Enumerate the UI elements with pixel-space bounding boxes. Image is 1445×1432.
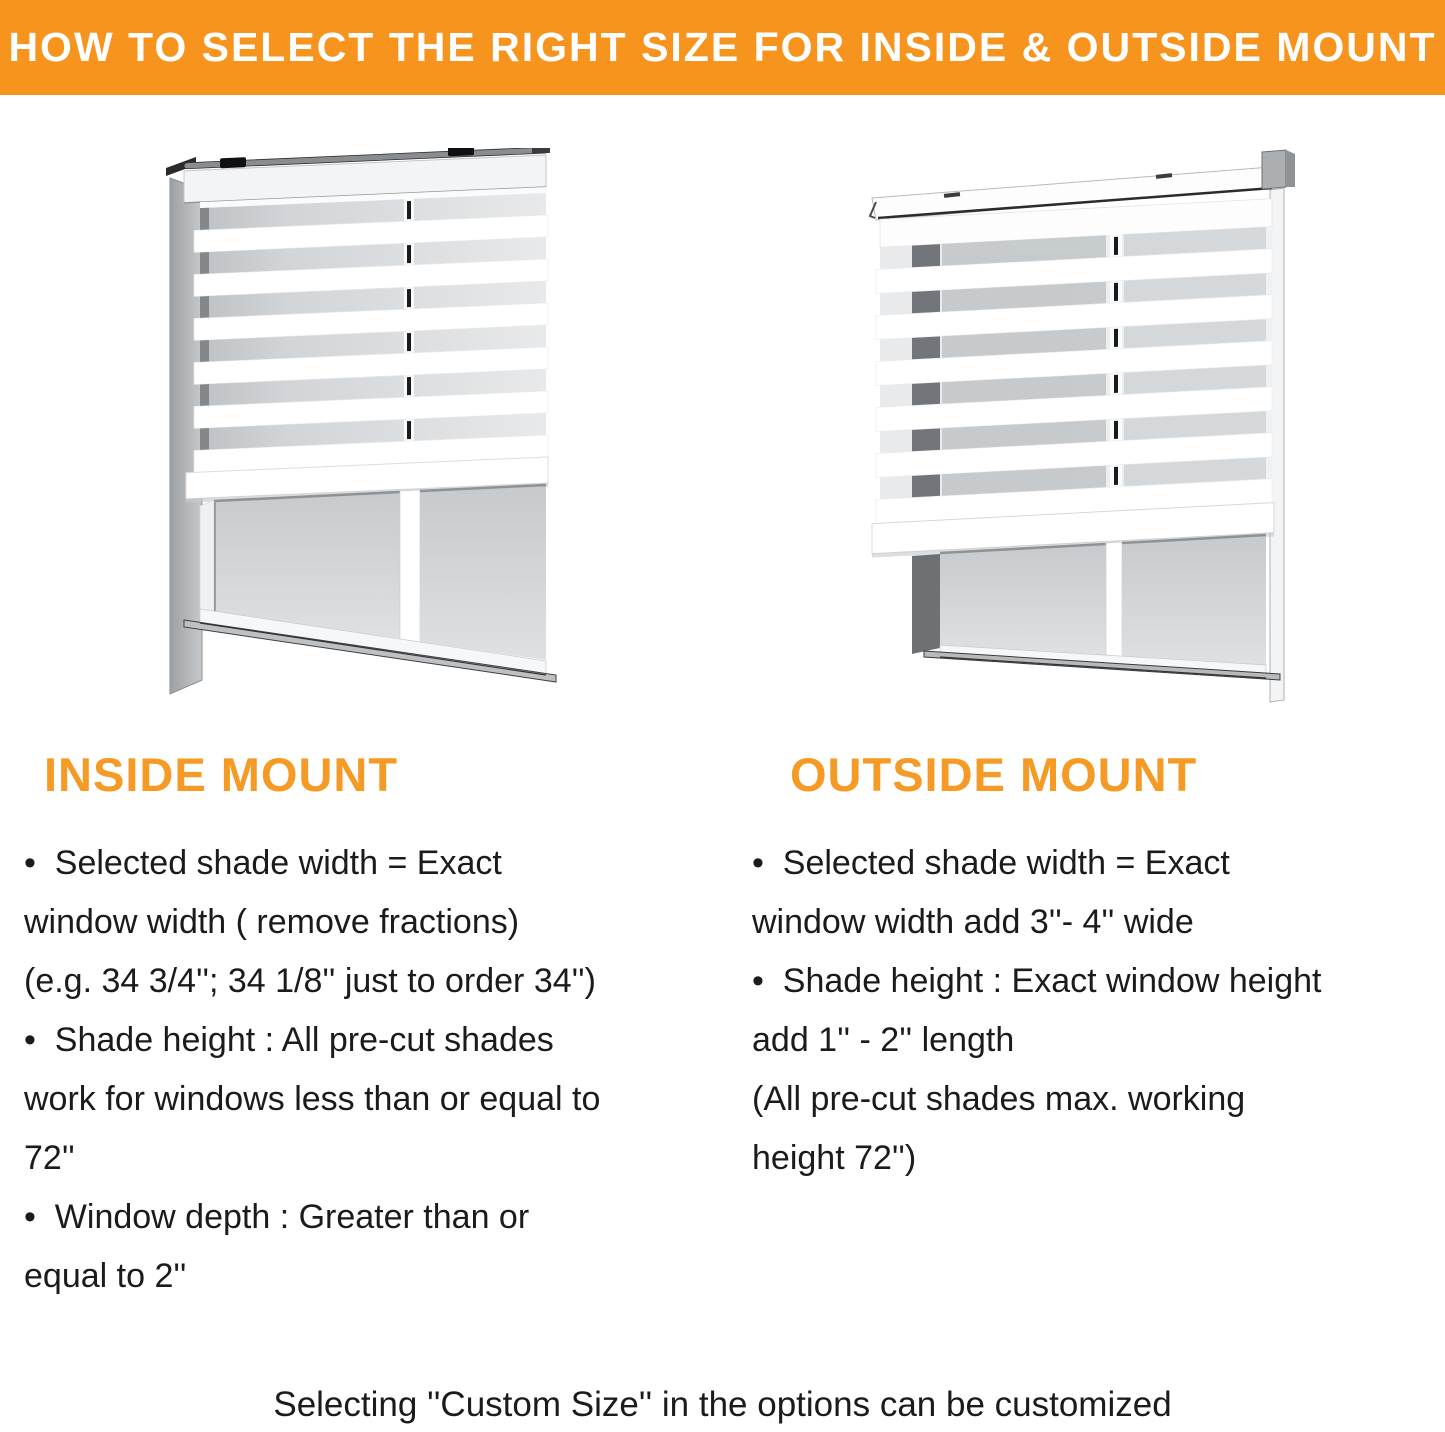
bullet-line: (e.g. 34 3/4''; 34 1/8'' just to order 34'') [24, 962, 596, 1000]
inside-mount-illustration [158, 148, 560, 740]
bullet-line: 72'' [24, 1139, 75, 1177]
inside-mount-section [24, 742, 724, 1306]
bullet-line: window width ( remove fractions) [24, 903, 520, 941]
bullet-line: • Shade height : Exact window height [752, 962, 1322, 1000]
custom-size-note: Selecting ''Custom Size'' in the options can be customized [273, 1385, 1172, 1424]
window-mullion [400, 490, 420, 642]
window-glass [912, 534, 1266, 665]
bullet-line: add 1'' - 2'' length [752, 1021, 1015, 1059]
outside-mount-heading: OUTSIDE MOUNT [790, 748, 1198, 801]
bullet-line: • Window depth : Greater than or [24, 1198, 530, 1236]
bullet-line: equal to 2'' [24, 1257, 187, 1295]
bullet-line: (All pre-cut shades max. working [752, 1080, 1246, 1118]
zebra-shade [872, 199, 1274, 558]
window-mullion [1106, 542, 1122, 657]
roller-end-cap [532, 148, 550, 154]
zebra-shade [184, 148, 550, 503]
bullet-line: window width add 3''- 4'' wide [752, 903, 1194, 941]
bullet-line: • Shade height : All pre-cut shades [24, 1021, 554, 1059]
bullet-line: height 72'') [752, 1139, 917, 1177]
inside-mount-heading: INSIDE MOUNT [44, 748, 399, 801]
bullet-line: work for windows less than or equal to [24, 1080, 601, 1118]
outside-mount-illustration [866, 140, 1298, 742]
bullet-line: • Selected shade width = Exact [752, 844, 1230, 882]
window-jamb [912, 554, 940, 654]
mounting-clip [220, 157, 246, 168]
mounting-clip [448, 148, 474, 156]
outside-mount-section [752, 742, 1445, 1188]
mounting-bracket [1262, 150, 1286, 189]
bullet-line: • Selected shade width = Exact [24, 844, 502, 882]
banner-title: HOW TO SELECT THE RIGHT SIZE FOR INSIDE & OUTSIDE MOUNT [0, 0, 1445, 95]
